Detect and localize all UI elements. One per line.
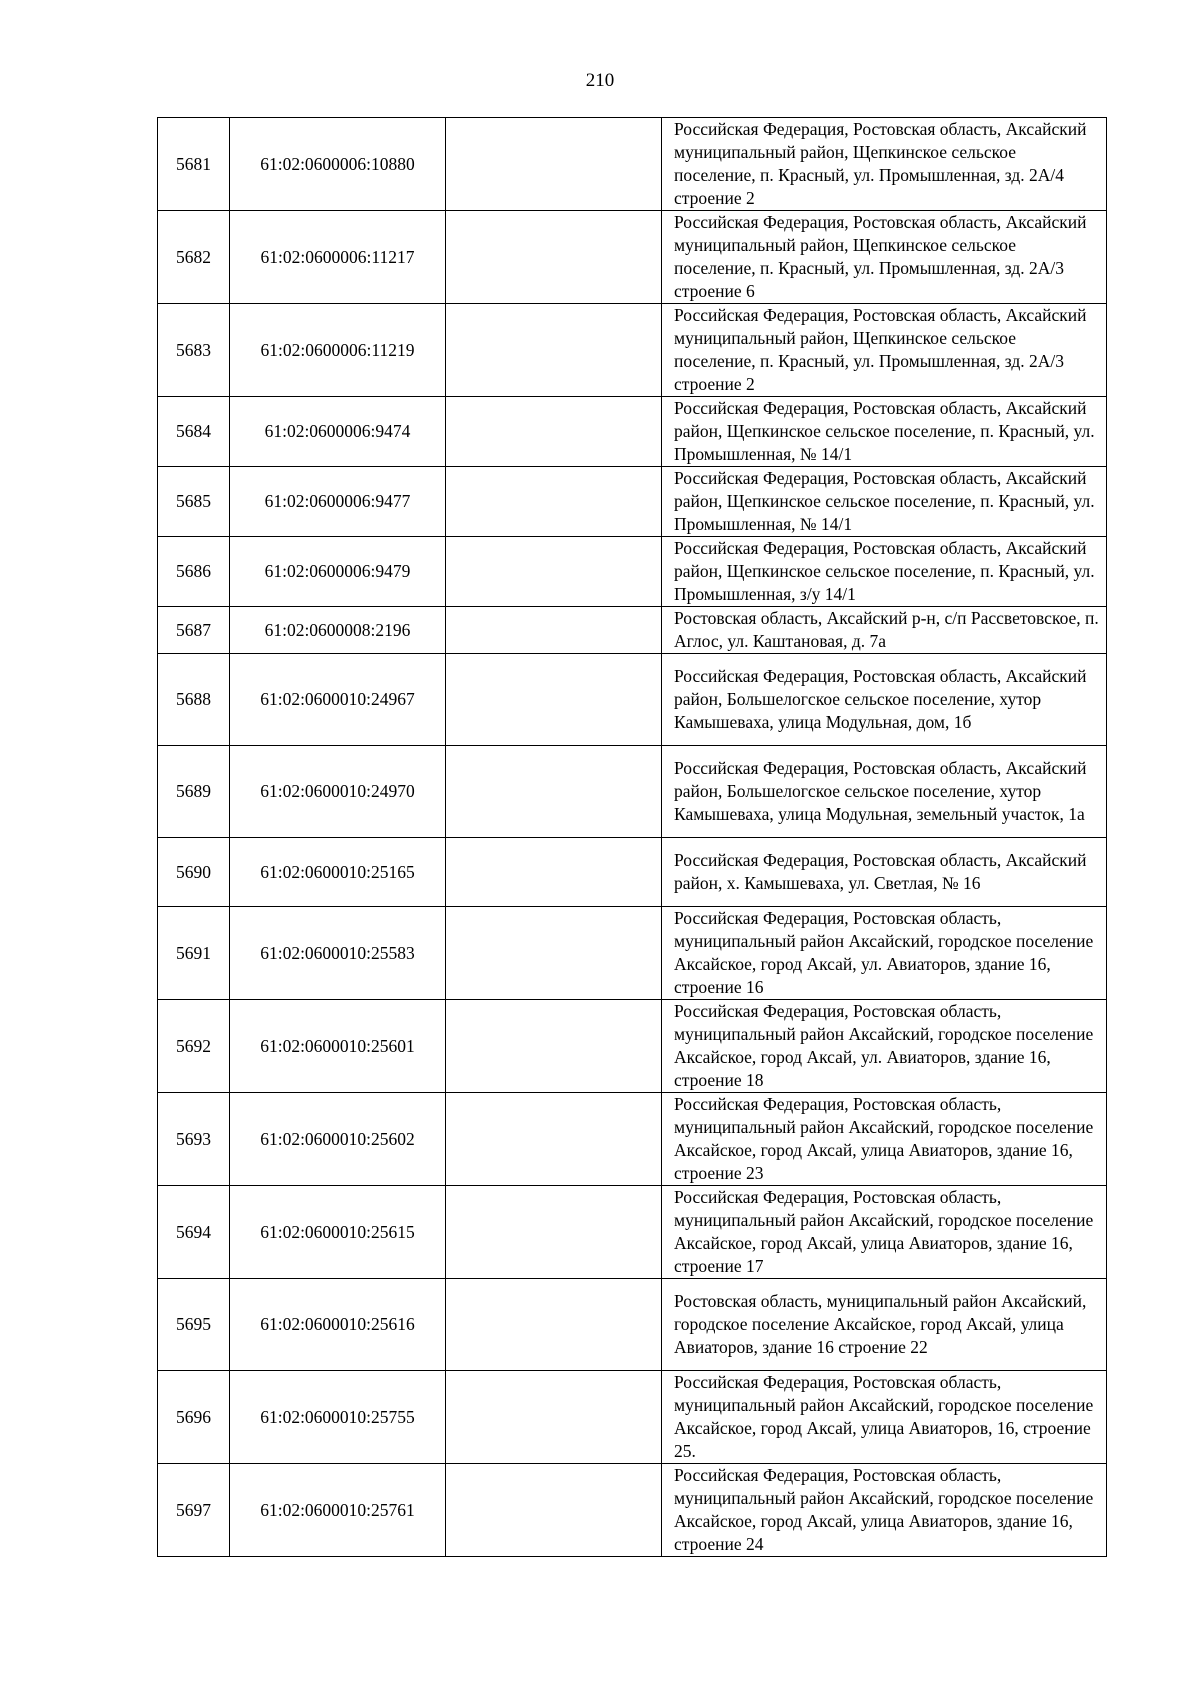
address-cell: Российская Федерация, Ростовская область, Аксайский район, Большелогское сельское поселение, хутор Камышеваха, улица Модульная, земельный участок, 1а bbox=[662, 746, 1107, 838]
cadastral-number: 61:02:0600010:25165 bbox=[230, 838, 446, 907]
empty-cell bbox=[446, 304, 662, 397]
table-row bbox=[158, 746, 1107, 838]
cadastral-number: 61:02:0600010:25616 bbox=[230, 1279, 446, 1371]
empty-cell bbox=[446, 1464, 662, 1557]
cadastral-number: 61:02:0600010:24967 bbox=[230, 654, 446, 746]
cadastral-number: 61:02:0600006:9479 bbox=[230, 537, 446, 607]
cadastral-number: 61:02:0600008:2196 bbox=[230, 607, 446, 654]
row-number: 5688 bbox=[158, 654, 230, 746]
address-cell: Российская Федерация, Ростовская область, Аксайский район, Щепкинское сельское поселение, п. Красный, ул. Промышленная, з/у 14/1 bbox=[662, 537, 1107, 607]
register-table-body bbox=[158, 118, 1107, 1557]
cadastral-number: 61:02:0600006:11219 bbox=[230, 304, 446, 397]
cadastral-number: 61:02:0600010:25761 bbox=[230, 1464, 446, 1557]
cadastral-number: 61:02:0600010:25583 bbox=[230, 907, 446, 1000]
table-row bbox=[158, 1371, 1107, 1464]
table-row bbox=[158, 1093, 1107, 1186]
row-number: 5690 bbox=[158, 838, 230, 907]
address-cell: Российская Федерация, Ростовская область, Аксайский муниципальный район, Щепкинское сельское поселение, п. Красный, ул. Промышленная, зд. 2А/4 строение 2 bbox=[662, 118, 1107, 211]
address-cell: Ростовская область, муниципальный район Аксайский, городское поселение Аксайское, город Аксай, улица Авиаторов, здание 16 строение 22 bbox=[662, 1279, 1107, 1371]
empty-cell bbox=[446, 907, 662, 1000]
table-row bbox=[158, 1000, 1107, 1093]
table-row bbox=[158, 304, 1107, 397]
row-number: 5691 bbox=[158, 907, 230, 1000]
row-number: 5697 bbox=[158, 1464, 230, 1557]
empty-cell bbox=[446, 467, 662, 537]
cadastral-number: 61:02:0600006:10880 bbox=[230, 118, 446, 211]
address-cell: Ростовская область, Аксайский р-н, с/п Рассветовское, п. Аглос, ул. Каштановая, д. 7а bbox=[662, 607, 1107, 654]
empty-cell bbox=[446, 746, 662, 838]
table-row bbox=[158, 1279, 1107, 1371]
address-cell: Российская Федерация, Ростовская область, муниципальный район Аксайский, городское поселение Аксайское, город Аксай, улица Авиаторов, здание 16, строение 23 bbox=[662, 1093, 1107, 1186]
empty-cell bbox=[446, 1371, 662, 1464]
table-row bbox=[158, 907, 1107, 1000]
address-cell: Российская Федерация, Ростовская область, Аксайский муниципальный район, Щепкинское сельское поселение, п. Красный, ул. Промышленная, зд. 2А/3 строение 2 bbox=[662, 304, 1107, 397]
table-row bbox=[158, 467, 1107, 537]
empty-cell bbox=[446, 838, 662, 907]
cadastral-number: 61:02:0600006:9477 bbox=[230, 467, 446, 537]
address-cell: Российская Федерация, Ростовская область, Аксайский район, Щепкинское сельское поселение, п. Красный, ул. Промышленная, № 14/1 bbox=[662, 467, 1107, 537]
row-number: 5696 bbox=[158, 1371, 230, 1464]
row-number: 5681 bbox=[158, 118, 230, 211]
address-cell: Российская Федерация, Ростовская область, Аксайский муниципальный район, Щепкинское сельское поселение, п. Красный, ул. Промышленная, зд. 2А/3 строение 6 bbox=[662, 211, 1107, 304]
empty-cell bbox=[446, 1186, 662, 1279]
empty-cell bbox=[446, 1093, 662, 1186]
register-table bbox=[157, 117, 1107, 1557]
table-row bbox=[158, 607, 1107, 654]
address-cell: Российская Федерация, Ростовская область, Аксайский район, Большелогское сельское поселение, хутор Камышеваха, улица Модульная, дом, 1б bbox=[662, 654, 1107, 746]
cadastral-number: 61:02:0600010:25602 bbox=[230, 1093, 446, 1186]
empty-cell bbox=[446, 607, 662, 654]
cadastral-number: 61:02:0600010:24970 bbox=[230, 746, 446, 838]
row-number: 5684 bbox=[158, 397, 230, 467]
cadastral-number: 61:02:0600010:25615 bbox=[230, 1186, 446, 1279]
table-row bbox=[158, 397, 1107, 467]
row-number: 5695 bbox=[158, 1279, 230, 1371]
address-cell: Российская Федерация, Ростовская область, Аксайский район, х. Камышеваха, ул. Светлая, № 16 bbox=[662, 838, 1107, 907]
cadastral-number: 61:02:0600010:25755 bbox=[230, 1371, 446, 1464]
table-row bbox=[158, 838, 1107, 907]
address-cell: Российская Федерация, Ростовская область, муниципальный район Аксайский, городское поселение Аксайское, город Аксай, улица Авиаторов, здание 16, строение 17 bbox=[662, 1186, 1107, 1279]
empty-cell bbox=[446, 211, 662, 304]
row-number: 5693 bbox=[158, 1093, 230, 1186]
empty-cell bbox=[446, 1000, 662, 1093]
table-row bbox=[158, 211, 1107, 304]
row-number: 5687 bbox=[158, 607, 230, 654]
empty-cell bbox=[446, 537, 662, 607]
page-number: 210 bbox=[585, 70, 615, 91]
address-cell: Российская Федерация, Ростовская область, муниципальный район Аксайский, городское поселение Аксайское, город Аксай, улица Авиаторов, здание 16, строение 24 bbox=[662, 1464, 1107, 1557]
row-number: 5686 bbox=[158, 537, 230, 607]
row-number: 5694 bbox=[158, 1186, 230, 1279]
empty-cell bbox=[446, 118, 662, 211]
address-cell: Российская Федерация, Ростовская область, муниципальный район Аксайский, городское поселение Аксайское, город Аксай, ул. Авиаторов, здание 16, строение 16 bbox=[662, 907, 1107, 1000]
row-number: 5689 bbox=[158, 746, 230, 838]
empty-cell bbox=[446, 1279, 662, 1371]
empty-cell bbox=[446, 397, 662, 467]
cadastral-number: 61:02:0600010:25601 bbox=[230, 1000, 446, 1093]
row-number: 5683 bbox=[158, 304, 230, 397]
table-row bbox=[158, 118, 1107, 211]
row-number: 5682 bbox=[158, 211, 230, 304]
cadastral-number: 61:02:0600006:9474 bbox=[230, 397, 446, 467]
table-row bbox=[158, 1186, 1107, 1279]
table-row bbox=[158, 654, 1107, 746]
cadastral-number: 61:02:0600006:11217 bbox=[230, 211, 446, 304]
address-cell: Российская Федерация, Ростовская область, Аксайский район, Щепкинское сельское поселение, п. Красный, ул. Промышленная, № 14/1 bbox=[662, 397, 1107, 467]
empty-cell bbox=[446, 654, 662, 746]
row-number: 5685 bbox=[158, 467, 230, 537]
address-cell: Российская Федерация, Ростовская область, муниципальный район Аксайский, городское поселение Аксайское, город Аксай, улица Авиаторов, 16, строение 25. bbox=[662, 1371, 1107, 1464]
row-number: 5692 bbox=[158, 1000, 230, 1093]
table-row bbox=[158, 1464, 1107, 1557]
address-cell: Российская Федерация, Ростовская область, муниципальный район Аксайский, городское поселение Аксайское, город Аксай, ул. Авиаторов, здание 16, строение 18 bbox=[662, 1000, 1107, 1093]
table-row bbox=[158, 537, 1107, 607]
